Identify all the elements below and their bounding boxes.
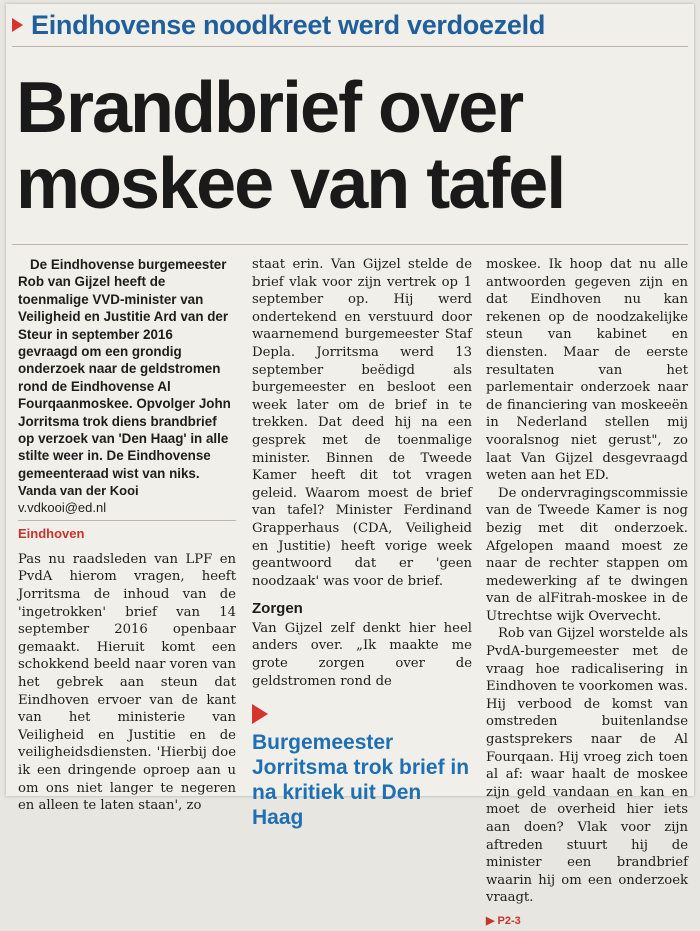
kicker <box>12 8 545 42</box>
dateline: Eindhoven <box>18 520 236 543</box>
triangle-arrow-icon <box>12 18 23 32</box>
author-name: Vanda van der Kooi <box>18 483 139 499</box>
newspaper-clipping <box>6 4 694 927</box>
body-paragraph: staat erin. Van Gijzel stelde de brief vlak voor zijn vertrek op 1 september op. Hij werd ondertekend en verstuurd door waarnemend burgemeester Staf Depla. Jorritsma werd 13 september beëdigd als burgemeester en besloot een week later om de brief in te trekken. Dat deed hij na een gesprek met de toenmalige minister. Binnen de Tweede Kamer heeft dit tot vragen geleid. Waarom moest de brief van tafel? Minister Ferdinand Grapperhaus (CDA, Veiligheid en Justitie) heeft vorige week geantwoord dat er 'geen noodzaak' was voor de brief. <box>252 257 472 589</box>
kicker-rule <box>12 46 688 47</box>
pull-quote-text: Burgemeester Jorritsma trok brief in na kritiek uit Den Haag <box>252 731 470 830</box>
body-paragraph: Van Gijzel zelf denkt hier heel anders over. „Ik maakte me grote zorgen over de geldstromen rond de <box>252 620 472 689</box>
byline <box>18 482 236 516</box>
column-3 <box>486 256 688 931</box>
body-paragraph: Rob van Gijzel worstelde als PvdA-burgemeester met de vraag hoe radicalisering in Eindhoven te voorkomen was. Hij verbood de komst van omstreden buitenlandse gastsprekers naar de Al Fourqaan. Hij vroeg zich toen al af: waar haalt de moskee zijn geld vandaan en kan en moet de overheid hier iets aan doen? Vlak voor zijn aftreden stuurt hij de minister een brandbrief waarin hij om een onderzoek vraagt. <box>486 626 688 906</box>
page-reference-text: P2-3 <box>497 914 521 927</box>
subhead: Zorgen <box>252 600 303 618</box>
author-email: v.vdkooi@ed.nl <box>18 500 107 516</box>
headline-line-1: Brandbrief over <box>16 68 523 148</box>
column-1 <box>18 256 236 815</box>
headline-line-2: moskee van tafel <box>16 144 565 224</box>
column-2 <box>252 256 472 830</box>
page-reference: ▶ P2-3 <box>486 914 521 927</box>
lead-paragraph: De Eindhovense burgemeester Rob van Gijzel heeft de toenmalige VVD-minister van Veiligheid en Justitie Ard van der Steur in september 2016 gevraagd om een grondig onderzoek naar de geldstromen rond de Eindhovense Al Fourqaanmoskee. Opvolger John Jorritsma trok diens brandbrief op verzoek van 'Den Haag' in alle stilte weer in. De Eindhovense gemeenteraad wist van niks. <box>18 257 231 481</box>
headline-rule <box>12 244 688 245</box>
body-paragraph: De ondervragingscommissie van de Tweede Kamer is nog bezig met dit onderzoek. Afgelopen maand moest ze naar de rechter stappen om medewerking af te dwingen van de alFitrah-moskee in de Utrechtse wijk Overvecht. <box>486 485 688 624</box>
triangle-arrow-icon <box>252 704 268 724</box>
body-paragraph: Pas nu raadsleden van LPF en PvdA hierom vragen, heeft Jorritsma de inhoud van de 'ingetrokken' brief van 14 september 2016 openbaar gemaakt. Hieruit komt een schokkend beeld naar voren van het gebrek aan steun dat Eindhoven ervoer van de kant van het ministerie van Veiligheid en Justitie en de veiligheidsdiensten. 'Hierbij doe ik een dringende oproep aan u om ons niet langer te negeren en alleen te laten staan', zo <box>18 551 236 814</box>
body-paragraph: moskee. Ik hoop dat nu alle antwoorden gegeven zijn en dat Eindhoven nu kan rekenen op de noodzakelijke steun van kabinet en diensten. Maar de eerste resultaten van het parlementair onderzoek naar de financiering van moskeeën in Nederland stellen mij vooralsnog niet gerust", zo laat Van Gijzel desgevraagd weten aan het ED. <box>486 257 688 484</box>
headline <box>16 70 688 222</box>
pull-quote <box>252 704 472 830</box>
kicker-text: Eindhovense noodkreet werd verdoezeld <box>31 9 546 40</box>
